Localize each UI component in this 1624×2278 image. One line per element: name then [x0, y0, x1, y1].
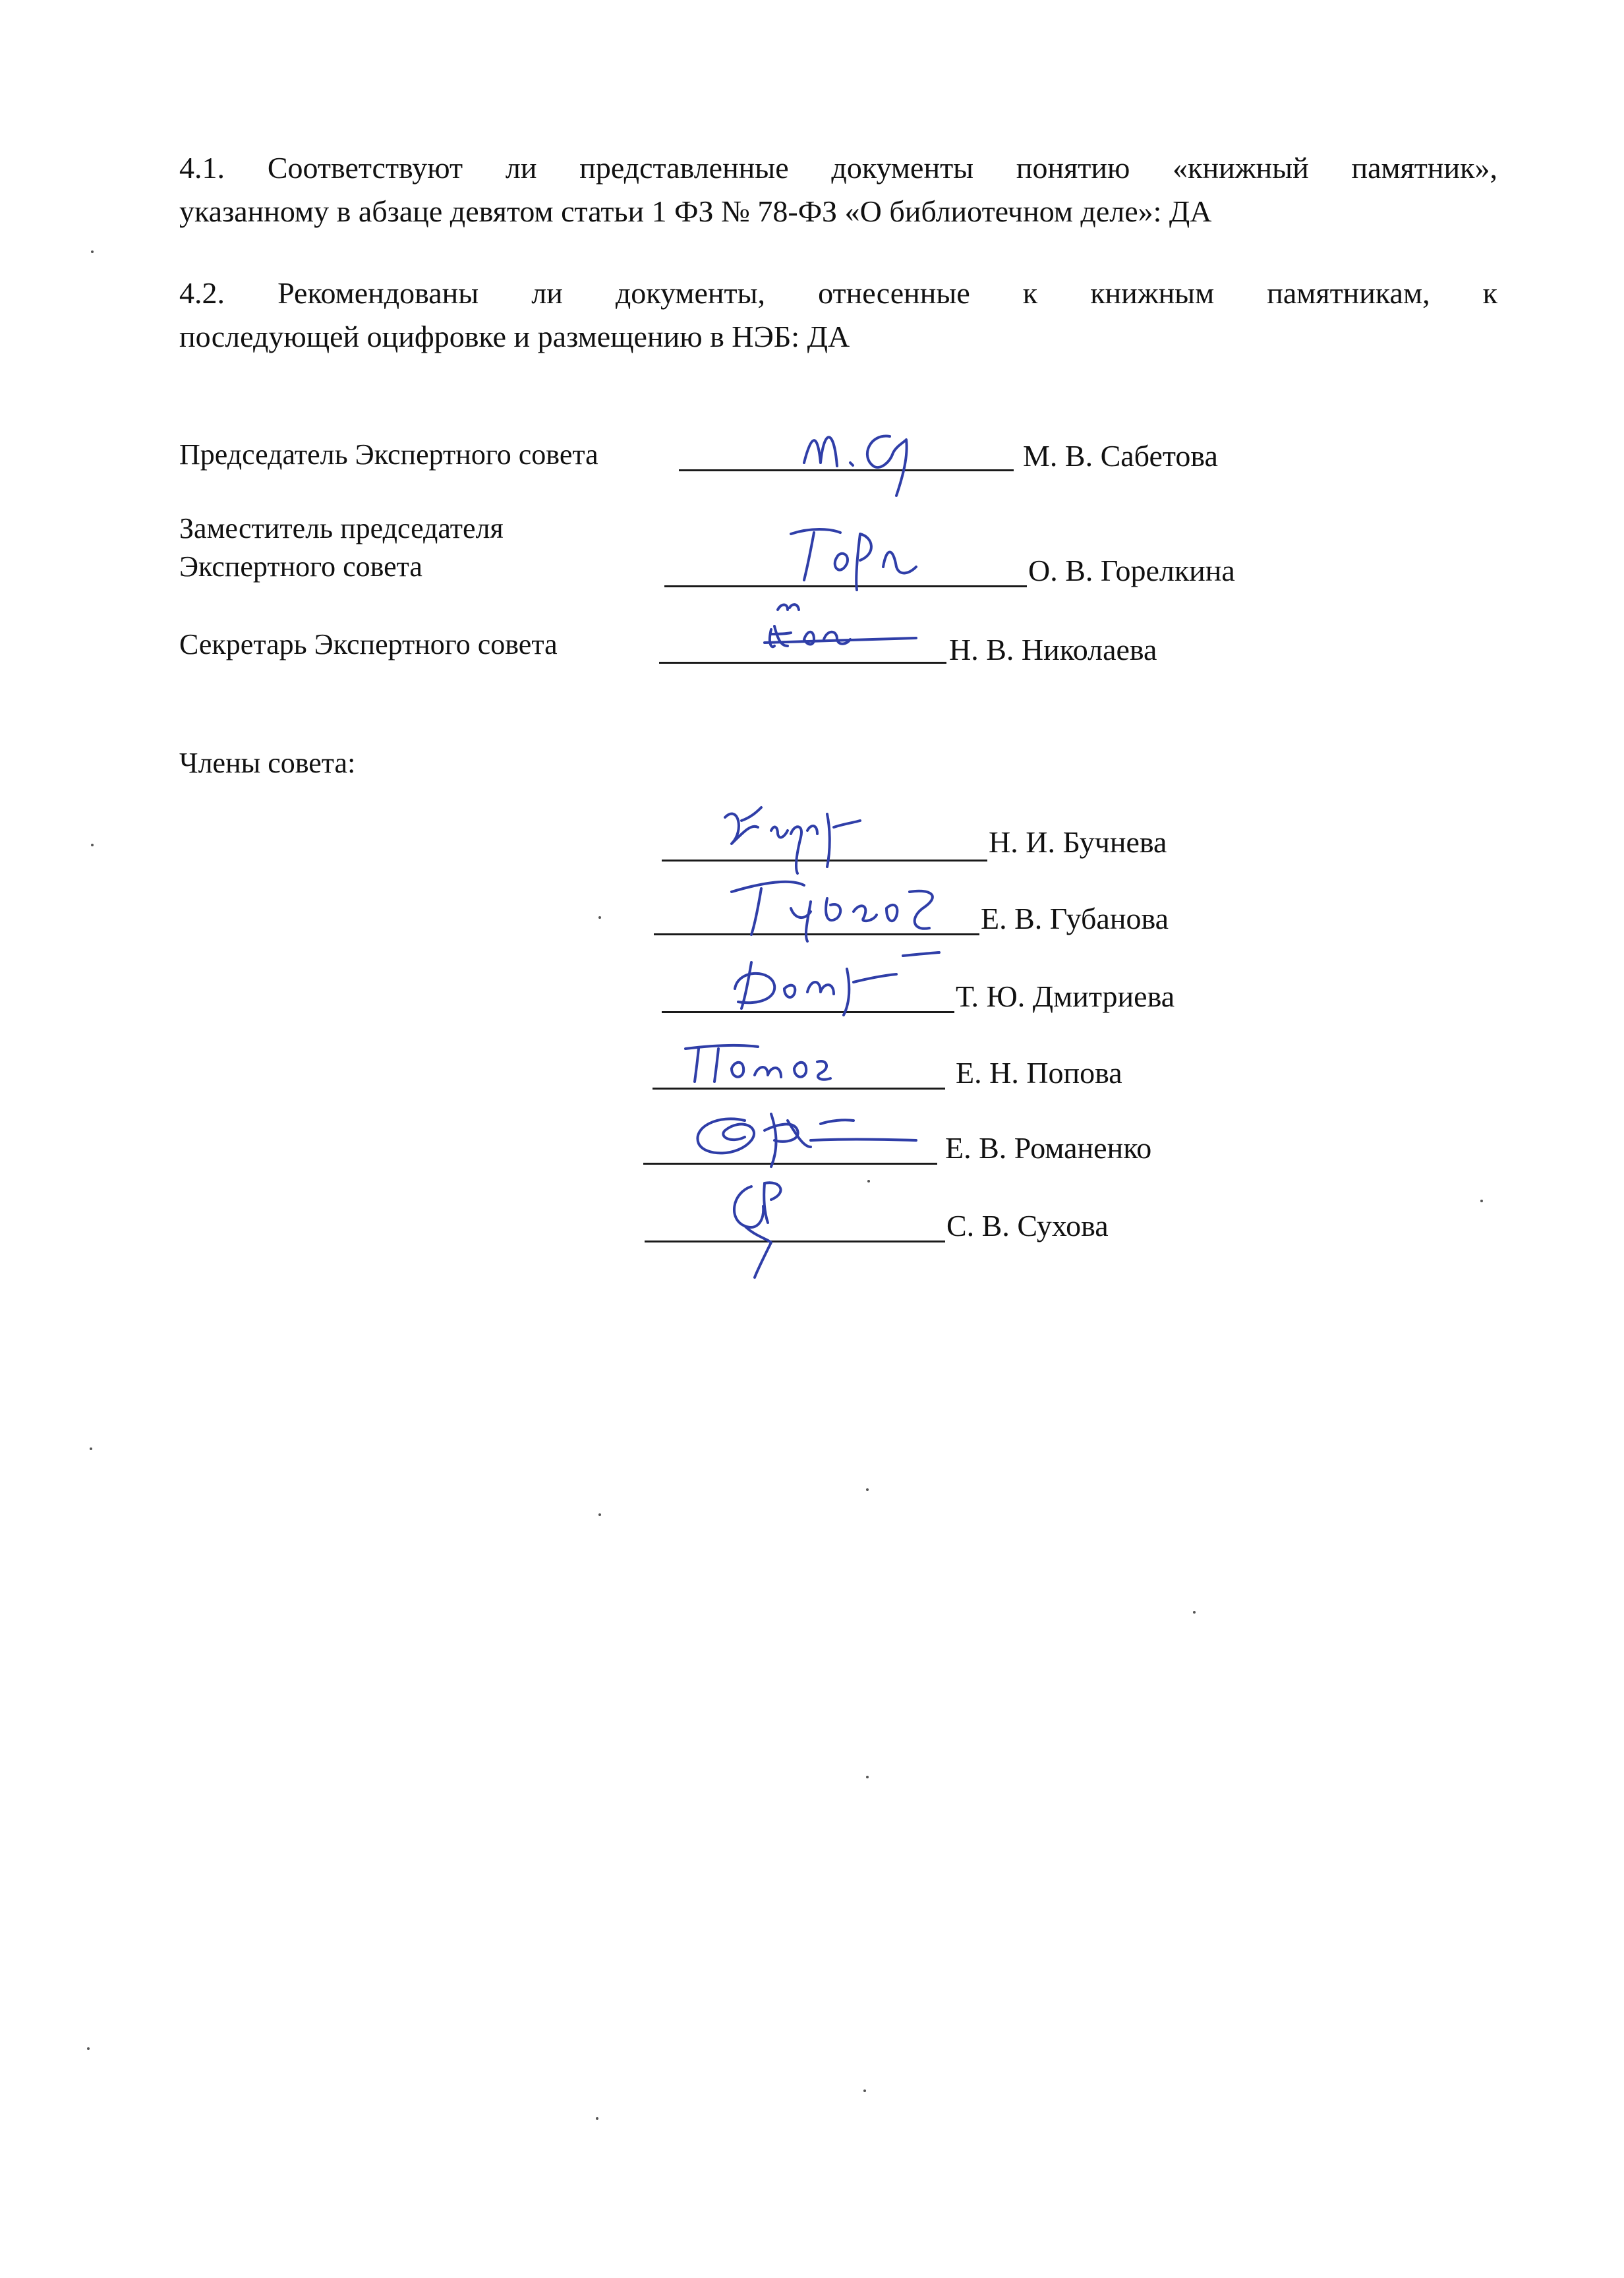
- scan-speck: [91, 250, 94, 253]
- scan-speck: [863, 2089, 866, 2092]
- member-signature-romanenko: [679, 1094, 929, 1173]
- scan-speck: [867, 1180, 870, 1183]
- question-4-2: [179, 272, 1497, 359]
- member-name: Е. В. Губанова: [981, 902, 1169, 935]
- member-name: Н. И. Бучнева: [989, 825, 1167, 859]
- scan-speck: [866, 1488, 869, 1491]
- question-4-2-line-2: последующей оцифровке и размещению в НЭБ: ДА: [179, 320, 850, 353]
- question-4-1: [179, 146, 1497, 233]
- member-name: Т. Ю. Дмитриева: [956, 979, 1175, 1013]
- question-4-2-line-1: 4.2. Рекомендованы ли документы, отнесенные к книжным памятникам, к: [179, 276, 1497, 310]
- scan-speck: [91, 844, 94, 846]
- scan-speck: [598, 1513, 601, 1516]
- scan-speck: [596, 2117, 598, 2120]
- scan-speck: [866, 1776, 869, 1778]
- deputy-role-line-2: Экспертного совета: [179, 550, 422, 583]
- deputy-signature: [778, 521, 923, 593]
- scan-speck: [1193, 1611, 1196, 1614]
- secretary-name: Н. В. Николаева: [949, 633, 1157, 666]
- members-heading: Члены совета:: [179, 747, 356, 779]
- deputy-name: О. В. Горелкина: [1028, 554, 1235, 587]
- deputy-role-line-1: Заместитель председателя: [179, 512, 504, 544]
- scan-speck: [90, 1447, 92, 1450]
- member-name: Е. В. Романенко: [945, 1131, 1152, 1165]
- member-signature-gubanova: [712, 869, 975, 948]
- member-name: Е. Н. Попова: [956, 1056, 1122, 1090]
- secretary-signature: [751, 593, 923, 659]
- member-signature-sukhova: [718, 1173, 817, 1279]
- question-4-1-line-1: 4.1. Соответствуют ли представленные документы понятию «книжный памятник»,: [179, 151, 1497, 185]
- member-signature-popova: [672, 1039, 870, 1092]
- chair-role: Председатель Экспертного совета: [179, 438, 598, 471]
- scan-speck: [598, 916, 601, 919]
- scan-speck: [1480, 1200, 1483, 1202]
- member-name: С. В. Сухова: [946, 1209, 1109, 1242]
- chair-signature: [791, 417, 936, 509]
- scan-speck: [87, 2047, 90, 2050]
- question-4-1-line-2: указанному в абзаце девятом статьи 1 ФЗ № 78-ФЗ «О библиотечном деле»: ДА: [179, 194, 1212, 228]
- secretary-role: Секретарь Экспертного совета: [179, 628, 558, 660]
- chair-name: М. В. Сабетова: [1023, 439, 1218, 473]
- member-signature-dmitrieva: [725, 943, 942, 1022]
- secretary-signature-line: [659, 662, 946, 664]
